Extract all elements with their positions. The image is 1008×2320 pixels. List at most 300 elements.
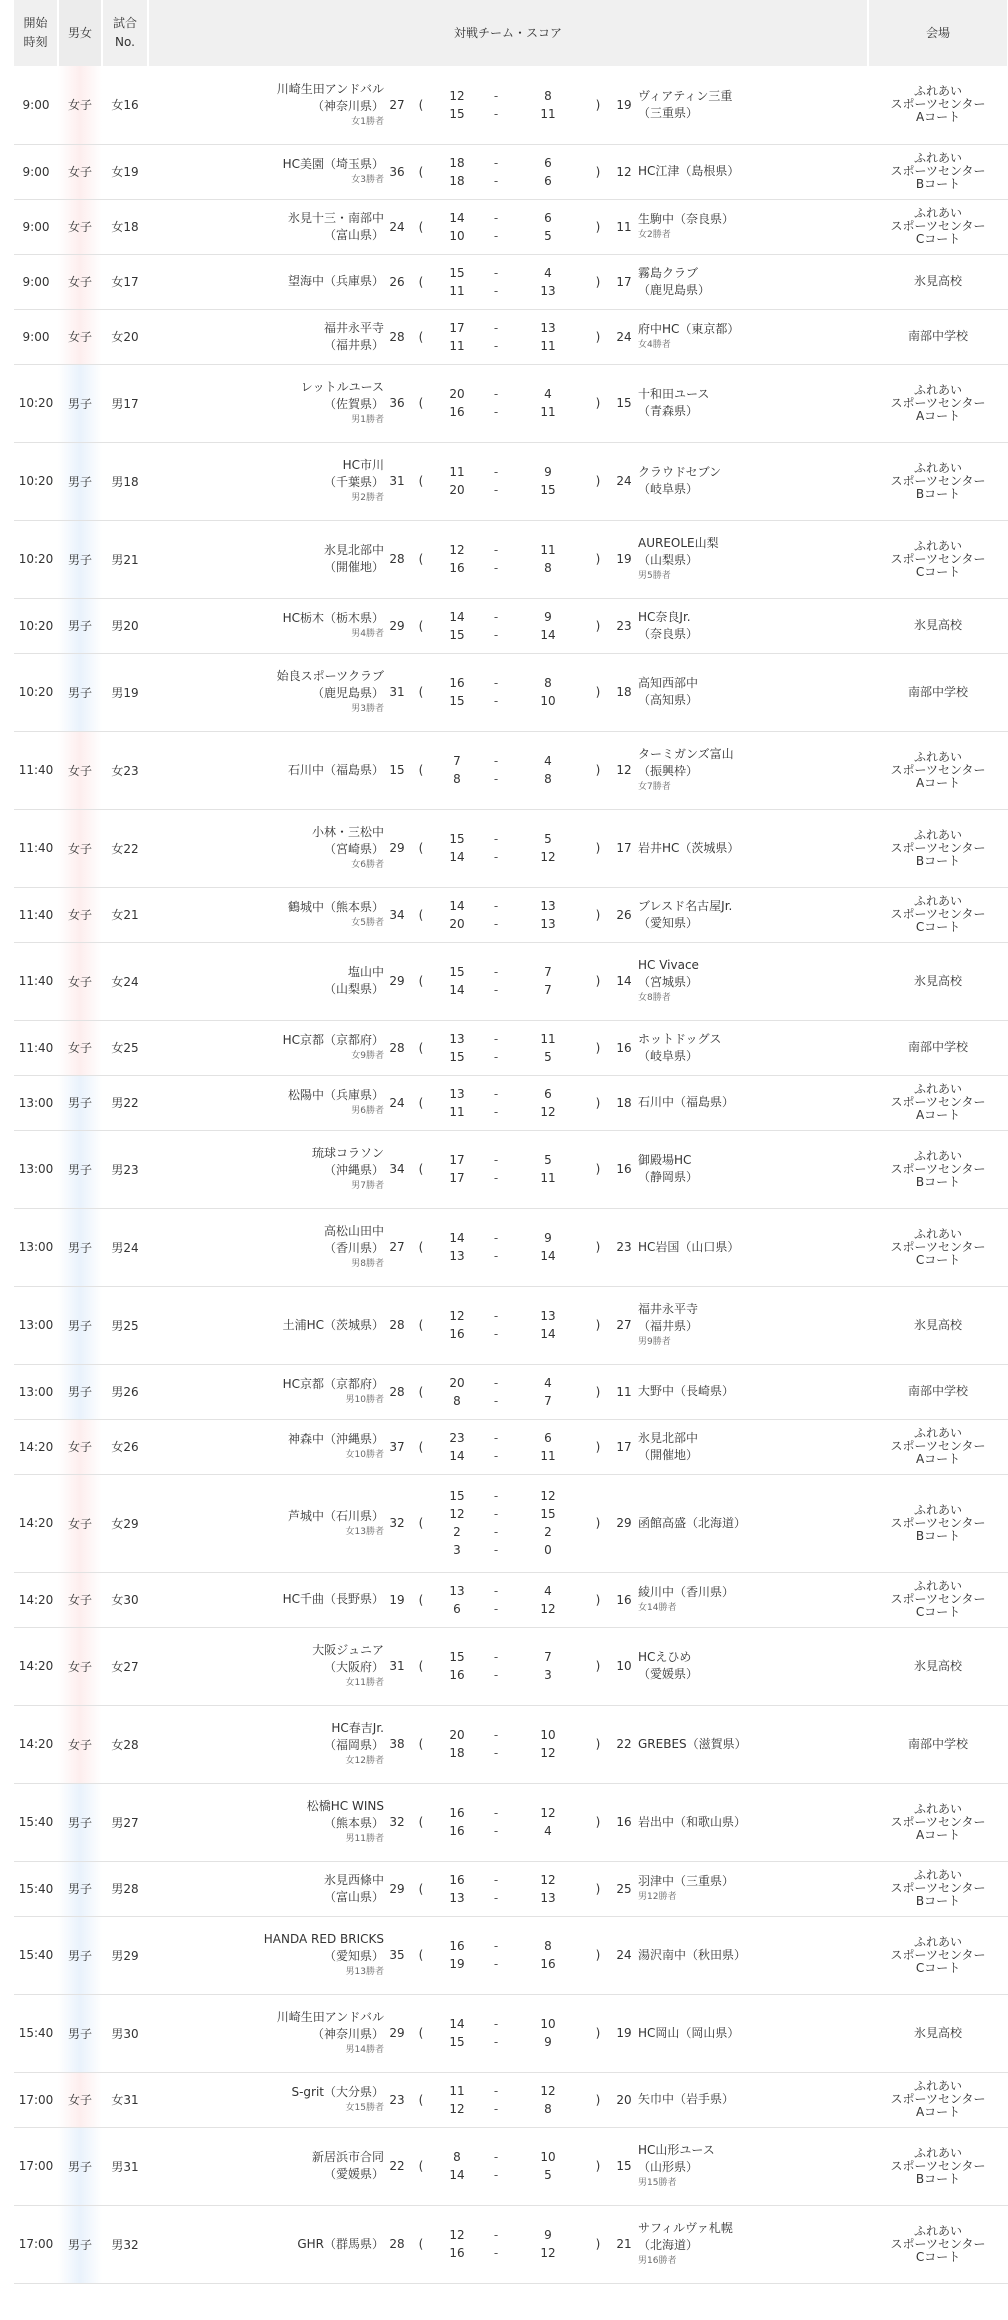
match-time (14, 2205, 58, 2283)
score-separators (482, 1627, 510, 1705)
score-separator: - (493, 1430, 499, 1445)
match-number-text: 男28 (111, 1882, 139, 1896)
team-a-total-score: 31 (389, 474, 405, 488)
team-b-total-score: 27 (616, 1318, 632, 1332)
team-a-period-scores (432, 1130, 482, 1208)
match-gender-text: 男子 (67, 1318, 92, 1333)
team-b-total-score: 25 (616, 1881, 632, 1896)
team-b (638, 1916, 868, 1994)
team-a-period-score: 12 (449, 543, 465, 557)
close-paren: ) (586, 1020, 610, 1075)
team-b-period-score: 10 (540, 2150, 556, 2164)
close-paren: ) (586, 199, 610, 254)
team-a-total-score: 36 (389, 164, 405, 179)
team-a-period-score: 18 (449, 1746, 465, 1760)
team-b-period-score: 10 (540, 2017, 556, 2031)
team-a-name-line: （山梨県） (323, 982, 384, 996)
team-b (638, 1572, 868, 1627)
match-time-text: 10:20 (18, 618, 54, 633)
team-a-total-score: 24 (389, 1095, 405, 1110)
team-b-total (610, 2127, 638, 2205)
venue-line: スポーツセンター (890, 1881, 986, 1895)
team-a-total-score: 29 (389, 1881, 405, 1896)
team-a-period-score: 14 (449, 2168, 465, 2182)
team-b-total (610, 1130, 638, 1208)
team-a-period-score: 16 (449, 1824, 465, 1838)
close-paren: ) (586, 1994, 610, 2072)
venue-line: 氷見高校 (914, 274, 963, 288)
team-b-name-line: （岐阜県） (638, 482, 699, 496)
venue-line: Bコート (915, 853, 961, 868)
score-separator: - (493, 88, 499, 103)
team-b-period-scores (510, 1130, 586, 1208)
match-gender-text: 女子 (67, 1659, 92, 1674)
open-paren: ( (410, 809, 432, 887)
open-paren: ( (410, 1208, 432, 1286)
match-time (14, 1705, 58, 1783)
team-b-total (610, 1286, 638, 1364)
score-separator: - (493, 1890, 499, 1905)
match-row (14, 1130, 1008, 1208)
team-b-name-line: 氷見北部中 (638, 1430, 699, 1445)
team-b-period-score: 9 (544, 465, 552, 479)
team-b (638, 1130, 868, 1208)
score-separator: - (493, 1806, 499, 1820)
team-a-name-line: （沖縄県） (323, 1163, 384, 1177)
venue-line: スポーツセンター (890, 1947, 986, 1962)
team-b-name-line: 高知西部中 (638, 676, 699, 690)
match-number-text: 男27 (111, 1815, 139, 1830)
open-paren: ( (410, 364, 432, 442)
team-a-period-score: 3 (453, 1543, 461, 1557)
score-separators (482, 199, 510, 254)
team-b-name-line: （三重県） (638, 105, 699, 120)
open-paren: ( (410, 887, 432, 942)
match-number (102, 1916, 148, 1994)
team-a-total-score: 19 (389, 1592, 405, 1607)
match-gender (58, 1364, 102, 1419)
team-b-name-line: 羽津中（三重県） (638, 1874, 735, 1888)
match-number (102, 1075, 148, 1130)
team-a-period-score: 12 (449, 1309, 465, 1323)
team-a (148, 942, 384, 1020)
match-time (14, 809, 58, 887)
match-time (14, 1994, 58, 2072)
match-time-text: 14:20 (18, 1439, 54, 1454)
team-b-period-scores (510, 442, 586, 520)
score-separators (482, 1075, 510, 1130)
match-gender-text: 女子 (67, 908, 92, 922)
match-number (102, 1419, 148, 1474)
team-b-period-scores (510, 1572, 586, 1627)
venue-line: スポーツセンター (890, 473, 986, 488)
match-venue (868, 1286, 1008, 1364)
venue-line: ふれあい (914, 1934, 963, 1949)
team-b-total (610, 1020, 638, 1075)
score-separators (482, 144, 510, 199)
team-a (148, 1364, 384, 1419)
team-b-period-score: 12 (540, 2246, 556, 2260)
match-time (14, 1419, 58, 1474)
open-paren: ( (410, 731, 432, 809)
team-b-total-score: 16 (616, 1592, 632, 1607)
team-b-total-score: 16 (616, 1040, 632, 1055)
match-time-text: 13:00 (18, 1240, 54, 1254)
team-a-advance-note: 男8勝者 (351, 1259, 384, 1269)
match-number-text: 男30 (111, 2026, 139, 2041)
team-a-name-line: 氷見十三・南部中 (287, 210, 384, 225)
team-a-period-score: 10 (449, 228, 465, 243)
match-gender-text: 女子 (67, 974, 92, 989)
team-b-advance-note: 女7勝者 (638, 782, 671, 792)
team-b-period-score: 4 (544, 1583, 552, 1598)
score-separators (482, 1364, 510, 1419)
venue-line: ふれあい (914, 206, 963, 220)
match-gender (58, 1783, 102, 1861)
team-b-period-score: 2 (544, 1525, 552, 1539)
team-a-period-score: 8 (453, 2150, 461, 2164)
team-b-period-scores (510, 731, 586, 809)
match-gender-text: 男子 (67, 619, 92, 633)
team-a-name-line: （愛知県） (323, 1949, 384, 1963)
score-separators (482, 942, 510, 1020)
venue-line: スポーツセンター (890, 1439, 986, 1453)
score-separator: - (493, 387, 499, 401)
team-a-period-scores (432, 2072, 482, 2127)
team-b-period-score: 6 (544, 173, 552, 188)
team-a-name-line: HC京都（京都府） (282, 1033, 384, 1047)
team-b-period-score: 11 (540, 1171, 556, 1185)
match-row (14, 199, 1008, 254)
team-b-advance-note: 女14勝者 (638, 1603, 677, 1613)
team-b-total-score: 17 (616, 274, 632, 289)
team-a-period-score: 19 (449, 1957, 465, 1971)
team-a-advance-note: 女9勝者 (351, 1051, 384, 1061)
team-a-period-scores (432, 1861, 482, 1916)
score-separators (482, 1208, 510, 1286)
team-b-name-line: HC岡山（岡山県） (638, 2025, 740, 2040)
header-teams-score (148, 0, 868, 66)
match-number (102, 2072, 148, 2127)
team-a-total (384, 1861, 410, 1916)
match-time-text: 11:40 (18, 763, 54, 777)
team-a-name-line: 氷見西條中 (323, 1872, 384, 1887)
team-b-period-score: 15 (540, 483, 556, 497)
score-separators (482, 1130, 510, 1208)
team-b (638, 2127, 868, 2205)
team-a-name-line: 新居浜市合同 (311, 2150, 384, 2164)
team-b-total-score: 11 (616, 219, 632, 234)
team-b-total-score: 23 (616, 618, 632, 633)
team-b-total (610, 653, 638, 731)
team-a-period-scores (432, 1572, 482, 1627)
score-separator: - (493, 1601, 499, 1616)
team-b-period-score: 5 (544, 228, 552, 243)
team-a-advance-note: 女10勝者 (345, 1450, 384, 1460)
match-venue (868, 2127, 1008, 2205)
team-b-period-score: 4 (544, 387, 552, 401)
venue-line: Aコート (915, 1108, 961, 1122)
team-a (148, 364, 384, 442)
match-venue (868, 1916, 1008, 1994)
match-number (102, 731, 148, 809)
team-a-period-scores (432, 364, 482, 442)
score-separator: - (493, 405, 499, 419)
team-a (148, 520, 384, 598)
open-paren: ( (410, 1075, 432, 1130)
team-b-period-scores (510, 309, 586, 364)
match-row (14, 2072, 1008, 2127)
score-separator: - (493, 772, 499, 786)
match-row (14, 942, 1008, 1020)
match-venue (868, 1208, 1008, 1286)
team-a-name-line: 川崎生田アンドバル (276, 2010, 384, 2024)
team-a-advance-note: 男14勝者 (345, 2045, 384, 2055)
team-b-period-scores (510, 1916, 586, 1994)
close-paren: ) (586, 1286, 610, 1364)
team-b-name-line: （静岡県） (638, 1170, 699, 1184)
close-paren: ) (586, 1572, 610, 1627)
match-gender-text: 男子 (67, 1948, 92, 1963)
match-row (14, 66, 1008, 144)
score-separators (482, 598, 510, 653)
team-b-period-score: 11 (540, 106, 556, 121)
score-separators (482, 1572, 510, 1627)
match-time (14, 1286, 58, 1364)
team-a-advance-note: 女6勝者 (351, 860, 384, 870)
match-venue (868, 1130, 1008, 1208)
venue-line: ふれあい (914, 1502, 963, 1517)
venue-line: ふれあい (914, 1082, 963, 1096)
team-b-advance-note: 女8勝者 (638, 993, 671, 1003)
match-gender-text: 女子 (67, 763, 92, 778)
match-time (14, 2072, 58, 2127)
score-separator: - (493, 1249, 499, 1263)
match-time-text: 10:20 (18, 474, 54, 488)
venue-line: Aコート (915, 1452, 961, 1466)
team-a-total-score: 35 (389, 1948, 405, 1962)
team-a-period-score: 2 (453, 1525, 461, 1539)
match-time (14, 1208, 58, 1286)
team-a-advance-note: 女13勝者 (345, 1526, 384, 1537)
team-b-period-score: 3 (544, 1668, 552, 1682)
team-b-total (610, 1861, 638, 1916)
venue-line: ふれあい (914, 538, 963, 553)
venue-line: スポーツセンター (890, 2092, 986, 2106)
team-a (148, 1020, 384, 1075)
score-separator: - (493, 1728, 499, 1742)
venue-line: 南部中学校 (908, 1736, 969, 1751)
team-b-total-score: 18 (616, 1095, 632, 1110)
venue-line: 南部中学校 (908, 1040, 969, 1054)
team-b-total-score: 24 (616, 474, 632, 488)
team-a-period-score: 14 (449, 983, 465, 997)
team-a-period-scores (432, 199, 482, 254)
team-b-name-line: 石川中（福島県） (638, 1095, 735, 1109)
match-time (14, 144, 58, 199)
match-row (14, 1572, 1008, 1627)
team-b-name-line: 綾川中（香川県） (638, 1585, 735, 1599)
team-b (638, 887, 868, 942)
team-a-total (384, 1364, 410, 1419)
open-paren: ( (410, 1783, 432, 1861)
team-b-advance-note: 男9勝者 (638, 1337, 671, 1347)
team-a-name-line: S-grit（大分県） (291, 2085, 384, 2099)
match-time-text: 14:20 (18, 1516, 54, 1530)
team-a-total-score: 38 (389, 1737, 405, 1751)
team-b-period-score: 0 (544, 1543, 552, 1557)
venue-line: スポーツセンター (890, 395, 986, 410)
team-b-total (610, 1705, 638, 1783)
score-separators (482, 1916, 510, 1994)
close-paren: ) (586, 1705, 610, 1783)
venue-line: スポーツセンター (890, 1592, 986, 1606)
team-b-name-line: 岩出中（和歌山県） (638, 1814, 747, 1829)
score-separator: - (493, 1824, 499, 1838)
venue-line: ふれあい (914, 2145, 963, 2160)
venue-line: スポーツセンター (890, 551, 986, 566)
team-a-total (384, 66, 410, 144)
team-a-period-scores (432, 66, 482, 144)
team-b-name-line: HCえひめ (638, 1650, 692, 1664)
match-row (14, 1075, 1008, 1130)
team-b-total (610, 2072, 638, 2127)
team-a-name-line: （開催地） (323, 560, 384, 574)
team-b-name-line: （岐阜県） (638, 1048, 699, 1063)
team-b-name-line: ホットドッグス (638, 1031, 722, 1046)
team-a-period-scores (432, 2205, 482, 2283)
team-a-period-score: 20 (449, 387, 465, 401)
team-a-period-scores (432, 1286, 482, 1364)
match-row (14, 1364, 1008, 1419)
team-a-period-score: 15 (449, 965, 465, 979)
team-a-name-line: （神奈川県） (311, 98, 384, 113)
team-b-period-score: 9 (544, 2035, 552, 2049)
venue-line: スポーツセンター (890, 1239, 986, 1254)
venue-line: 氷見高校 (914, 1658, 963, 1673)
team-b (638, 1364, 868, 1419)
open-paren: ( (410, 1364, 432, 1419)
team-a-period-scores (432, 442, 482, 520)
team-a-period-scores (432, 1208, 482, 1286)
team-a-total (384, 887, 410, 942)
match-gender (58, 66, 102, 144)
team-b-period-score: 7 (544, 965, 552, 979)
venue-line: ふれあい (914, 1868, 963, 1882)
team-a-total (384, 653, 410, 731)
match-time (14, 1020, 58, 1075)
team-a (148, 809, 384, 887)
team-a-period-score: 16 (449, 1872, 465, 1887)
team-a-name-line: 小林・三松中 (311, 825, 384, 839)
score-separator: - (493, 283, 499, 298)
team-a-period-score: 20 (449, 916, 465, 931)
team-b-name-line: 湯沢南中（秋田県） (638, 1947, 747, 1962)
match-number-text: 女16 (111, 98, 139, 113)
header-teams-score-label: 対戦チーム・スコア (454, 26, 563, 40)
team-a-period-score: 15 (449, 1489, 465, 1503)
match-number (102, 598, 148, 653)
team-a-name-line: （香川県） (323, 1241, 384, 1255)
team-a (148, 66, 384, 144)
match-row (14, 653, 1008, 731)
team-a (148, 1130, 384, 1208)
close-paren: ) (586, 1474, 610, 1572)
close-paren: ) (586, 598, 610, 653)
match-time-text: 17:00 (18, 2237, 54, 2251)
score-separator: - (493, 1746, 499, 1760)
team-a-name-line: 琉球コラソン (311, 1146, 384, 1160)
team-b-name-line: （北海道） (638, 2238, 699, 2252)
score-separator: - (493, 2101, 499, 2116)
close-paren: ) (586, 653, 610, 731)
team-a-advance-note: 男13勝者 (345, 1967, 384, 1977)
open-paren: ( (410, 1705, 432, 1783)
team-a-total (384, 1020, 410, 1075)
team-a (148, 1916, 384, 1994)
team-a (148, 199, 384, 254)
team-b-name-line: HC山形ユース (638, 2143, 715, 2157)
match-gender-text: 男子 (67, 1162, 92, 1177)
score-separator: - (493, 754, 499, 768)
team-b-name-line: （山形県） (638, 2160, 699, 2174)
team-b-total (610, 887, 638, 942)
team-b-period-scores (510, 809, 586, 887)
team-b-period-score: 13 (540, 283, 556, 298)
team-b-period-scores (510, 520, 586, 598)
team-a-total-score: 34 (389, 907, 405, 922)
team-a-name-line: 塩山中 (347, 965, 384, 979)
open-paren: ( (410, 1861, 432, 1916)
match-number-text: 女21 (111, 908, 139, 922)
team-b-period-scores (510, 2205, 586, 2283)
close-paren: ) (586, 1075, 610, 1130)
match-gender-text: 女子 (67, 841, 92, 856)
team-a-name-line: 始良スポーツクラブ (276, 669, 384, 683)
match-time-text: 11:40 (18, 974, 54, 988)
match-gender-text: 男子 (67, 1240, 92, 1255)
score-separator: - (493, 1872, 499, 1887)
match-gender (58, 1020, 102, 1075)
team-b-period-score: 5 (544, 1049, 552, 1064)
team-a-name-line: 氷見北部中 (323, 543, 384, 557)
team-b-name-line: 十和田ユース (638, 387, 710, 401)
score-separator: - (493, 2150, 499, 2164)
match-venue (868, 1075, 1008, 1130)
team-a-period-scores (432, 1020, 482, 1075)
match-time (14, 1364, 58, 1419)
match-gender (58, 520, 102, 598)
team-a-period-score: 13 (449, 1031, 465, 1046)
team-a-period-scores (432, 254, 482, 309)
team-a-period-score: 23 (449, 1430, 465, 1445)
match-row (14, 254, 1008, 309)
match-gender (58, 2205, 102, 2283)
match-venue (868, 1861, 1008, 1916)
team-a-period-scores (432, 1705, 482, 1783)
close-paren: ) (586, 442, 610, 520)
match-time-text: 9:00 (22, 164, 50, 179)
team-a-period-score: 14 (449, 609, 465, 624)
match-number-text: 男23 (111, 1162, 139, 1177)
team-a-advance-note: 男7勝者 (351, 1181, 384, 1191)
team-a-period-score: 13 (449, 1583, 465, 1598)
venue-line: Bコート (915, 1894, 961, 1908)
close-paren: ) (586, 1208, 610, 1286)
team-a-period-scores (432, 1916, 482, 1994)
score-separators (482, 364, 510, 442)
team-a (148, 1627, 384, 1705)
